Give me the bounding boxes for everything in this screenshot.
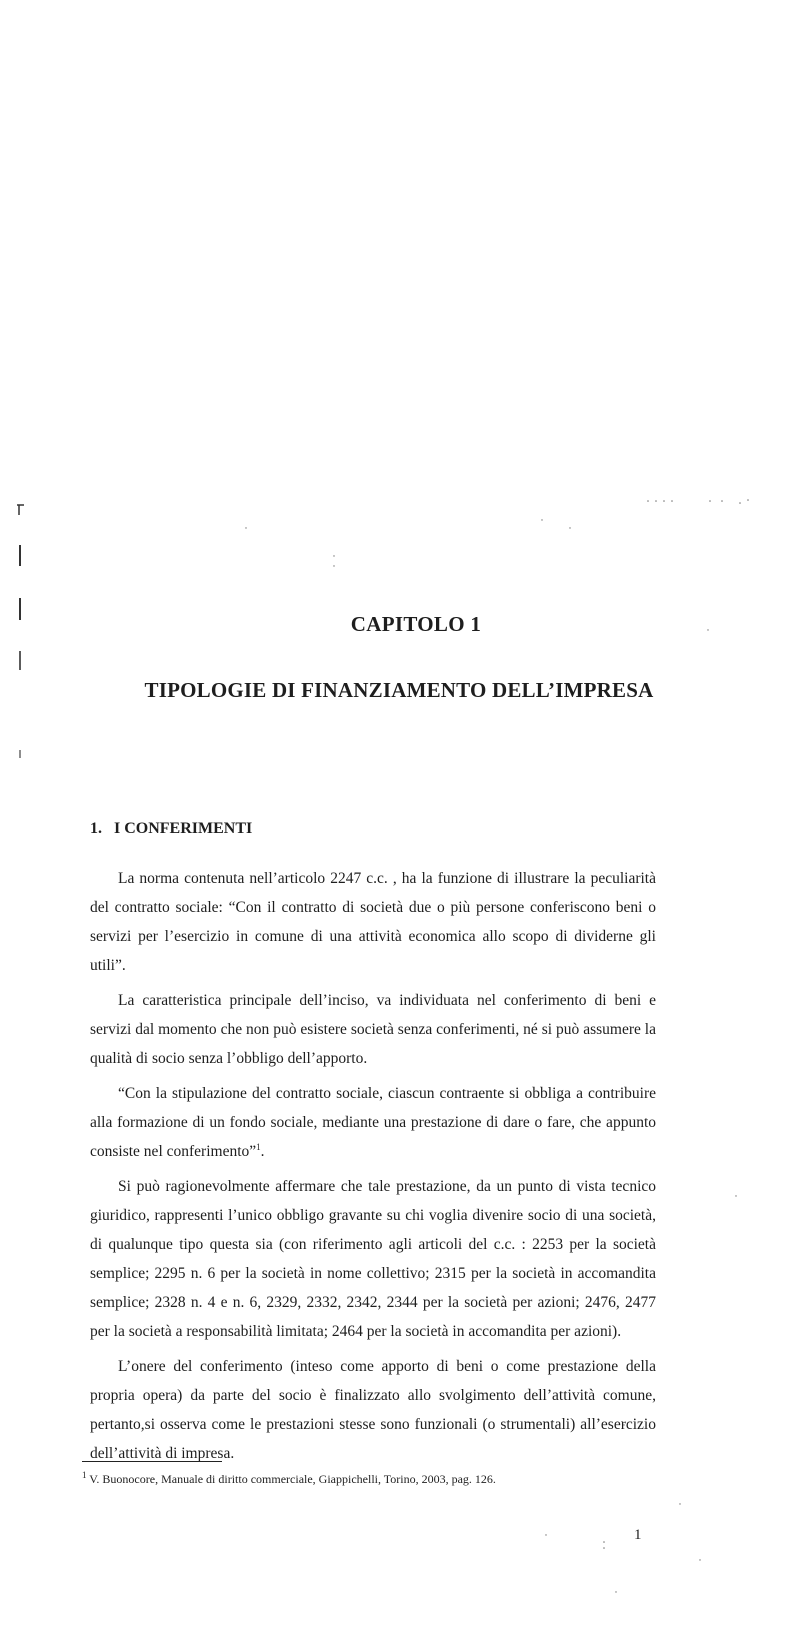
- footnote-divider: [82, 1461, 222, 1462]
- paragraph: Si può ragionevolmente affermare che tale prestazione, da un punto di vista tecnico giuridico, rappresenti l’unico obbligo gravante su chi voglia divenire socio di una società, di qualunque tipo questa sia (con riferimento agli articoli del c.c. : 2253 per la società semplice; 2295 n. 6 per la società in nome collettivo; 2315 per la società in accomandita semplice; 2328 n. 4 e n. 6, 2329, 2332, 2342, 2344 per la società per azioni; 2476, 2477 per la società a responsabilità limitata; 2464 per la società in accomandita per azioni).: [90, 1178, 656, 1340]
- paragraph: La norma contenuta nell’articolo 2247 c.c. , ha la funzione di illustrare la peculiarità del contratto sociale: “Con il contratto di società due o più persone conferiscono beni o servizi per l’esercizio in comune di una attività economica allo scopo di dividerne gli utili”.: [90, 870, 656, 974]
- paragraph: “Con la stipulazione del contratto sociale, ciascun contraente si obbliga a contribuire alla formazione di un fondo sociale, mediante una prestazione di dare o fare, che appunto consiste nel conferimento”$^1$.: [90, 1085, 656, 1160]
- chapter-title: TIPOLOGIE DI FINANZIAMENTO DELL’IMPRESA: [144, 678, 654, 702]
- footnote: [82, 1472, 496, 1487]
- chapter-number: CAPITOLO 1: [350, 612, 482, 636]
- section-heading: [90, 820, 252, 838]
- footnote-marker: 1: [82, 1470, 87, 1480]
- section-number: 1.: [90, 820, 102, 837]
- body-text: [90, 864, 656, 1468]
- paragraph: La caratteristica principale dell’inciso, va individuata nel conferimento di beni e servizi dal momento che non può esistere società senza conferimenti, né si può assumere la qualità di socio senza l’obbligo dell’apporto.: [90, 992, 656, 1067]
- paragraph: L’onere del conferimento (inteso come apporto di beni o come prestazione della propria opera) da parte del socio è finalizzato allo svolgimento dell’attività comune, pertanto,si osserva come le prestazioni stesse sono funzionali (o strumentali) all’esercizio dell’attività di impresa.: [90, 1358, 656, 1462]
- section-title: I CONFERIMENTI: [114, 820, 253, 837]
- paragraph-text: “Con la stipulazione del contratto sociale, ciascun contraente si obbliga a contribuire alla formazione di un fondo sociale, mediante una prestazione di dare o fare, che appunto consiste nel conferimento”: [90, 1085, 656, 1160]
- footnote-reference[interactable]: 1: [256, 1141, 261, 1152]
- page-number: 1: [634, 1527, 642, 1543]
- footnote-text: V. Buonocore, Manuale di diritto commerciale, Giappichelli, Torino, 2003, pag. 126.: [89, 1472, 496, 1486]
